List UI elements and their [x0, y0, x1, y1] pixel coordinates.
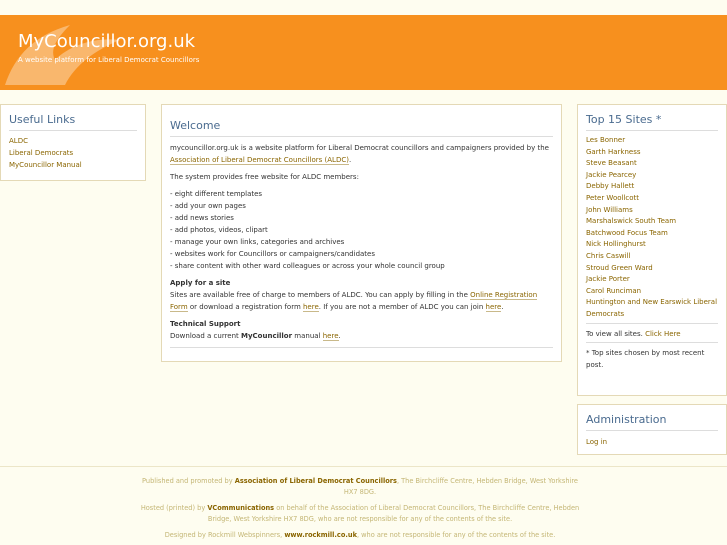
footer-rockmill-link[interactable]: www.rockmill.co.uk [284, 531, 357, 539]
intro-text: mycouncillor.org.uk is a website platform for Liberal Democrat councillors and campaigners provided by the [170, 144, 549, 152]
intro-end: . [348, 156, 352, 164]
footer-designed [140, 530, 580, 541]
divider [586, 342, 718, 343]
apply-text: Sites are available free of charge to members of ALDC. You can apply by filling in the [170, 291, 471, 299]
welcome-heading: Welcome [170, 119, 553, 137]
footer-text: , The Birchcliffe Centre, Hebden Bridge, West Yorkshire HX7 8DG. [343, 477, 578, 496]
list-item: - share content with other ward colleagues or across your whole council group [170, 262, 445, 270]
support-end: . [338, 332, 341, 340]
site-link[interactable]: Chris Caswill [586, 251, 631, 260]
site-tagline: A website platform for Liberal Democrat Councillors [18, 56, 200, 64]
footer-text: Hosted (printed) by [140, 504, 208, 512]
list-item: - add news stories [170, 214, 234, 222]
footer-aldc-link[interactable]: Association of Liberal Democrat Councillors [234, 477, 397, 485]
site-link[interactable]: Jackie Porter [586, 275, 630, 284]
list-item: - add photos, videos, clipart [170, 226, 268, 234]
support-heading: Technical Support [170, 320, 241, 328]
link-liberal-democrats[interactable]: Liberal Democrats [9, 149, 74, 157]
site-link[interactable]: Marshalswick South Team [586, 217, 677, 226]
apply-paragraph [170, 289, 553, 313]
link-aldc[interactable]: ALDC [9, 137, 28, 145]
support-text: Download a current [170, 332, 242, 340]
footer-hosted [140, 503, 580, 525]
site-link[interactable]: Steve Beasant [586, 159, 637, 168]
welcome-panel [161, 104, 562, 362]
site-header [0, 15, 727, 90]
site-link[interactable]: Nick Hollinghurst [586, 240, 646, 249]
footer-divider [0, 466, 727, 467]
registration-form-link[interactable]: here [303, 303, 319, 311]
site-link[interactable]: John Williams [586, 205, 633, 214]
top-sites-footnote: * Top sites chosen by most recent post. [586, 348, 705, 369]
aldc-link[interactable]: Association of Liberal Democrat Councillors (ALDC) [170, 156, 349, 164]
useful-links-panel [0, 104, 146, 181]
support-text-2: manual [292, 332, 323, 340]
footer-published [140, 476, 580, 498]
view-all-text [586, 328, 718, 340]
list-item: - add your own pages [170, 202, 246, 210]
top-sites-panel [577, 104, 727, 396]
support-paragraph [170, 330, 553, 342]
top-strip [0, 0, 727, 15]
footer-text: Designed by Rockmill Webspinners, [164, 531, 285, 539]
login-link[interactable]: Log in [586, 438, 608, 446]
site-link[interactable]: Carol Runciman [586, 286, 642, 295]
link-mycouncillor-manual[interactable]: MyCouncillor Manual [9, 161, 82, 169]
list-item: - eight different templates [170, 190, 263, 198]
list-item: - manage your own links, categories and archives [170, 238, 345, 246]
manual-download-link[interactable]: here [322, 332, 339, 340]
lib-dem-bird-logo [0, 15, 125, 90]
footer-text: Published and promoted by [142, 477, 235, 485]
system-text: The system provides free website for ALDC members: [170, 173, 359, 181]
useful-links-heading: Useful Links [9, 113, 137, 131]
site-title[interactable]: MyCouncillor.org.uk [18, 31, 196, 52]
intro-paragraph [170, 142, 553, 166]
site-link[interactable]: Debby Hallett [586, 182, 635, 191]
site-link[interactable]: Huntington and New Earswick Liberal Democrats [586, 298, 718, 318]
apply-heading: Apply for a site [170, 279, 231, 287]
footer-text: , who are not responsible for any of the contents of the site. [356, 531, 556, 539]
site-link[interactable]: Garth Harkness [586, 147, 641, 156]
administration-heading: Administration [586, 413, 718, 431]
divider [170, 347, 553, 348]
site-link[interactable]: Peter Woollcott [586, 193, 640, 202]
mycouncillor-bold: MyCouncillor [241, 332, 293, 340]
footer-text: on behalf of the Association of Liberal Democrat Councillors, The Birchcliffe Centre, Hebden Bridge, West Yorkshire HX7 8DG, who are not responsible for any of the contents of the site. [207, 504, 580, 523]
site-link[interactable]: Jackie Pearcey [586, 170, 637, 179]
site-link[interactable]: Batchwood Focus Team [586, 228, 668, 237]
feature-list [170, 188, 553, 272]
footer-vcommunications-link[interactable]: VCommunications [207, 504, 275, 512]
apply-text-3: . If you are not a member of ALDC you can join [318, 303, 486, 311]
administration-panel [577, 404, 727, 455]
divider [586, 323, 718, 324]
join-aldc-link[interactable]: here [485, 303, 502, 311]
view-all-sites-link[interactable]: Click Here [645, 329, 681, 338]
site-link[interactable]: Les Bonner [586, 136, 626, 144]
apply-end: . [501, 303, 504, 311]
top-sites-heading: Top 15 Sites * [586, 113, 718, 131]
site-link[interactable]: Stroud Green Ward [586, 263, 653, 272]
online-registration-link[interactable]: Online Registration Form [170, 291, 538, 311]
list-item: - websites work for Councillors or campaigners/candidates [170, 250, 375, 258]
view-all-label: To view all sites. [586, 329, 646, 338]
apply-text-2: or download a registration form [187, 303, 303, 311]
